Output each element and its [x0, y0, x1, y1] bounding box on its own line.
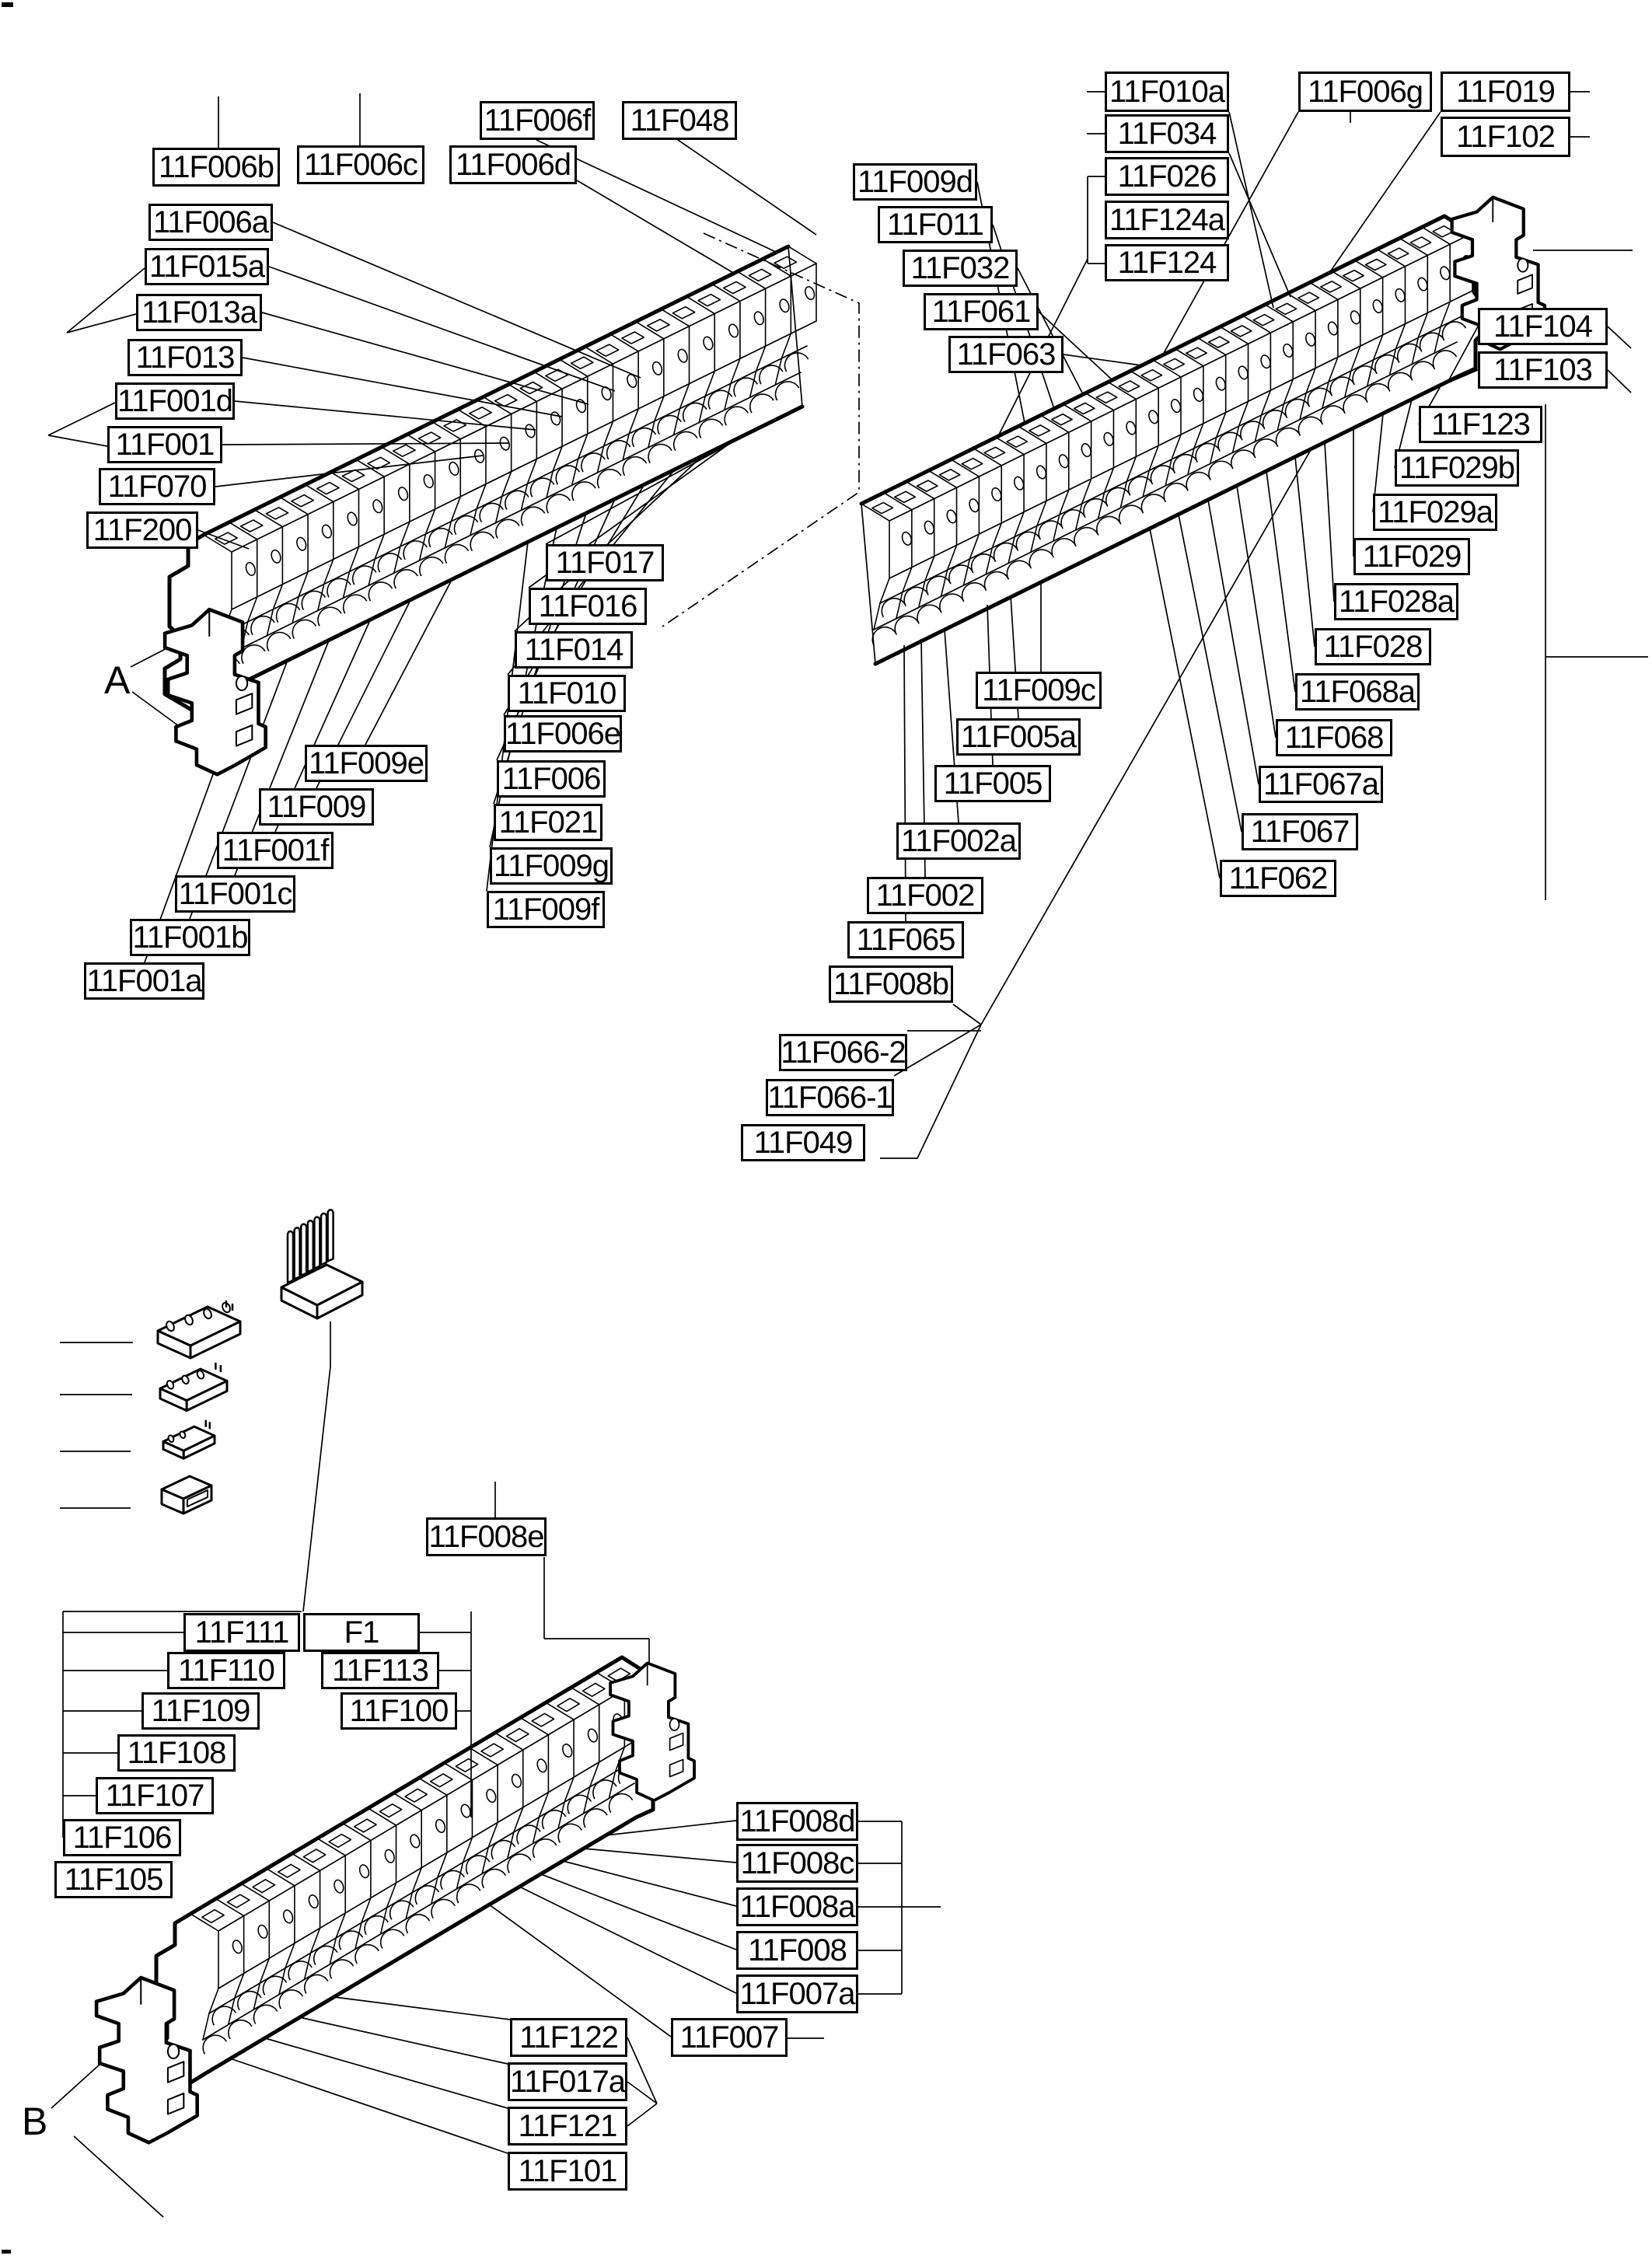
end-stop-bottom-right — [610, 1663, 694, 1800]
part-label: 11F001b — [130, 919, 250, 956]
part-label: 11F107 — [96, 1777, 214, 1814]
part-label: 11F001f — [217, 832, 334, 869]
comb-jumper-bar — [281, 1210, 362, 1318]
part-label: 11F008a — [736, 1887, 858, 1926]
part-label: 11F124 — [1105, 244, 1229, 281]
part-label: 11F034 — [1105, 114, 1229, 153]
part-label: 11F014 — [515, 631, 633, 669]
part-label: 11F200 — [86, 512, 198, 549]
part-label: 11F113 — [321, 1652, 439, 1689]
part-label: 11F009d — [853, 163, 977, 201]
part-label: 11F061 — [924, 293, 1039, 330]
part-label: 11F103 — [1478, 351, 1608, 389]
part-label: 11F124a — [1105, 201, 1229, 239]
part-label: 11F021 — [494, 804, 602, 841]
part-label: 11F048 — [622, 101, 737, 140]
part-label: 11F001 — [107, 426, 222, 463]
part-label: 11F067 — [1242, 813, 1358, 850]
part-label: 11F005a — [956, 718, 1081, 756]
part-label: 11F016 — [529, 588, 647, 625]
part-label: 11F009c — [976, 672, 1102, 709]
part-label: F1 — [303, 1613, 420, 1652]
part-label: 11F068a — [1295, 673, 1420, 711]
part-label: 11F105 — [54, 1861, 173, 1898]
jumper-bar-2pole — [163, 1420, 215, 1458]
part-label: 11F017 — [546, 544, 664, 581]
part-label: 11F032 — [903, 250, 1018, 287]
part-label: 11F009e — [305, 745, 428, 782]
part-label: 11F029b — [1395, 449, 1519, 487]
part-label: 11F104 — [1478, 308, 1608, 345]
part-label: 11F010 — [508, 675, 626, 712]
part-label: 11F006c — [297, 145, 424, 184]
part-label: 11F009 — [259, 788, 374, 826]
part-label: 11F006 — [497, 760, 606, 798]
part-label: 11F066-2 — [779, 1034, 907, 1071]
jumper-bar-3pole — [160, 1363, 227, 1411]
part-label: 11F006f — [480, 101, 595, 140]
part-label: 11F109 — [141, 1692, 260, 1730]
part-label: 11F108 — [117, 1734, 236, 1772]
jumper-bar-4pole — [158, 1301, 240, 1358]
part-label: 11F049 — [741, 1124, 865, 1161]
part-label: 11F065 — [847, 921, 964, 958]
part-label: 11F008 — [736, 1931, 858, 1970]
part-label: 11F111 — [183, 1613, 300, 1652]
part-label: 11F001a — [84, 962, 204, 1000]
assembly-a — [165, 246, 816, 711]
part-label: 11F029 — [1353, 538, 1470, 575]
part-label: 11F062 — [1220, 860, 1336, 897]
figure-letter-A: A — [104, 658, 131, 702]
part-label: 11F010a — [1105, 72, 1229, 112]
part-label: 11F008d — [736, 1802, 858, 1841]
part-label: 11F006b — [152, 148, 280, 187]
figure-letter-B: B — [22, 2100, 48, 2143]
part-label: 11F007 — [671, 2018, 788, 2057]
part-label: 11F002a — [896, 822, 1021, 860]
part-label: 11F013 — [127, 339, 243, 376]
page-marks — [2, 2, 13, 2254]
part-label: 11F006a — [148, 204, 273, 241]
part-label: 11F106 — [63, 1819, 181, 1856]
part-label: 11F102 — [1441, 117, 1570, 157]
part-label: 11F026 — [1105, 157, 1229, 196]
part-label: 11F011 — [878, 206, 993, 243]
part-label: 11F006e — [504, 715, 622, 752]
part-label: 11F063 — [948, 336, 1063, 373]
part-label: 11F067a — [1259, 766, 1383, 803]
part-label: 11F122 — [510, 2018, 627, 2057]
terminal-cap — [162, 1476, 211, 1514]
part-label: 11F008e — [426, 1517, 547, 1556]
part-label: 11F017a — [508, 2062, 627, 2101]
part-label: 11F028a — [1334, 583, 1458, 620]
end-stop-a — [165, 609, 266, 774]
part-label: 11F070 — [99, 468, 215, 505]
part-label: 11F015a — [145, 248, 269, 285]
part-label: 11F006d — [449, 145, 577, 184]
part-label: 11F008b — [829, 965, 953, 1003]
part-label: 11F110 — [167, 1652, 285, 1689]
end-stop-b — [96, 1978, 197, 2142]
part-label: 11F019 — [1441, 72, 1570, 112]
part-label: 11F028 — [1315, 628, 1431, 665]
part-label: 11F100 — [341, 1692, 457, 1730]
part-label: 11F002 — [867, 877, 983, 914]
part-label: 11F123 — [1419, 406, 1542, 443]
part-label: 11F068 — [1276, 719, 1392, 756]
part-label: 11F001d — [115, 382, 235, 420]
part-label: 11F121 — [508, 2107, 627, 2146]
part-label: 11F101 — [508, 2152, 627, 2191]
part-label: 11F009f — [487, 891, 605, 928]
part-label: 11F006g — [1298, 72, 1432, 112]
part-label: 11F005 — [934, 765, 1051, 802]
part-label: 11F007a — [736, 1974, 858, 2013]
part-label: 11F001c — [175, 875, 295, 913]
part-label: 11F008c — [736, 1844, 858, 1883]
part-label: 11F066-1 — [766, 1079, 894, 1116]
part-label: 11F029a — [1373, 494, 1497, 531]
part-label: 11F009g — [490, 847, 613, 885]
part-label: 11F013a — [136, 294, 262, 331]
